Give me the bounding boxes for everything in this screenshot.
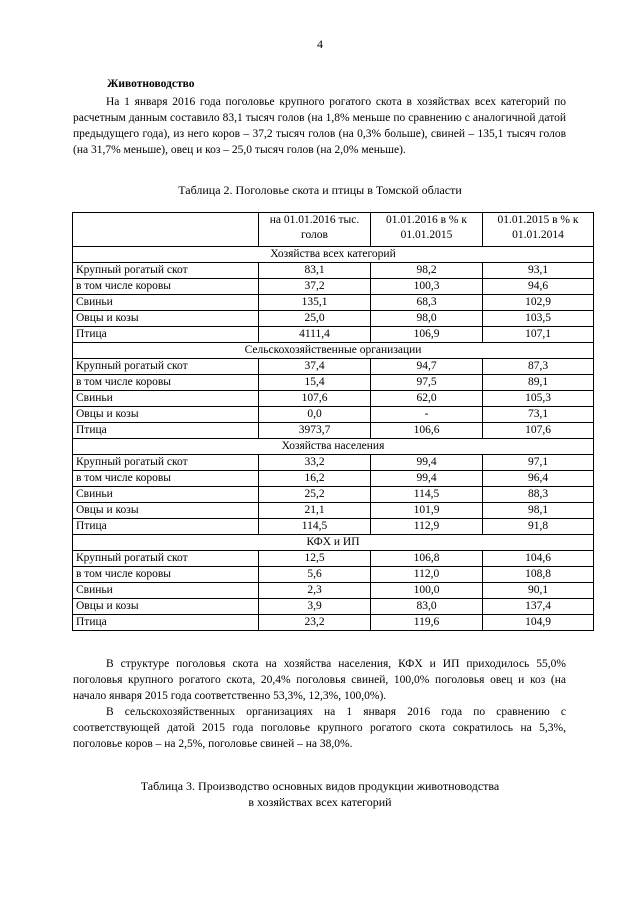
table2-caption: Таблица 2. Поголовье скота и птицы в Томской области [178,183,462,197]
value-cell: 3973,7 [259,423,371,439]
value-cell: 102,9 [483,295,594,311]
value-cell: 91,8 [483,519,594,535]
table-group-row [73,343,594,359]
value-cell: 137,4 [483,599,594,615]
table-row [73,583,594,599]
value-cell: 103,5 [483,311,594,327]
row-label: Крупный рогатый скот [73,359,259,375]
value-cell: 94,6 [483,279,594,295]
value-cell: 98,0 [371,311,483,327]
table-row [73,567,594,583]
value-cell: 12,5 [259,551,371,567]
structure-paragraph: В структуре поголовья скота на хозяйства населения, КФХ и ИП приходилось 55,0% поголовья крупного рогатого скота, 20,4% поголовья свиней, 100,0% поголовья овец и коз (на начало января 2015 года соответственно 53,3%, 12,3%, 100,0%). [73,658,566,702]
row-label: Птица [73,423,259,439]
table-row [73,423,594,439]
value-cell: 119,6 [371,615,483,631]
value-cell: 89,1 [483,375,594,391]
row-label: в том числе коровы [73,375,259,391]
value-cell: 107,6 [259,391,371,407]
group-title: Хозяйства населения [73,439,594,455]
value-cell: - [371,407,483,423]
table-row [73,551,594,567]
value-cell: 104,6 [483,551,594,567]
page-number: 4 [317,37,323,51]
value-cell: 105,3 [483,391,594,407]
value-cell: 112,0 [371,567,483,583]
value-cell: 68,3 [371,295,483,311]
row-label: в том числе коровы [73,471,259,487]
row-label: Крупный рогатый скот [73,263,259,279]
table-header-row [73,213,594,247]
table-row [73,375,594,391]
value-cell: 25,0 [259,311,371,327]
value-cell: 83,0 [371,599,483,615]
row-label: Овцы и козы [73,599,259,615]
table-row [73,407,594,423]
value-cell: 101,9 [371,503,483,519]
table3-caption [0,778,640,810]
header-cell: 01.01.2015 в % к 01.01.2014 [483,213,594,247]
row-label: Свиньи [73,391,259,407]
row-label: Птица [73,615,259,631]
table-row [73,327,594,343]
row-label: Крупный рогатый скот [73,455,259,471]
value-cell: 5,6 [259,567,371,583]
row-label: Овцы и козы [73,311,259,327]
value-cell: 106,8 [371,551,483,567]
row-label: Свиньи [73,487,259,503]
table-row [73,503,594,519]
table-row [73,359,594,375]
value-cell: 114,5 [371,487,483,503]
table-group-row [73,535,594,551]
value-cell: 100,0 [371,583,483,599]
header-cell [73,213,259,247]
value-cell: 83,1 [259,263,371,279]
group-title: Хозяйства всех категорий [73,247,594,263]
row-label: в том числе коровы [73,567,259,583]
row-label: Свиньи [73,295,259,311]
value-cell: 3,9 [259,599,371,615]
table-row [73,471,594,487]
value-cell: 37,2 [259,279,371,295]
value-cell: 106,9 [371,327,483,343]
group-title: Сельскохозяйственные организации [73,343,594,359]
value-cell: 104,9 [483,615,594,631]
table-row [73,519,594,535]
row-label: в том числе коровы [73,279,259,295]
table3-caption-line: в хозяйствах всех категорий [248,795,392,809]
section-title: Животноводство [107,78,195,90]
value-cell: 107,1 [483,327,594,343]
value-cell: 96,4 [483,471,594,487]
value-cell: 97,1 [483,455,594,471]
row-label: Свиньи [73,583,259,599]
table-row [73,599,594,615]
value-cell: 4111,4 [259,327,371,343]
value-cell: 25,2 [259,487,371,503]
value-cell: 98,1 [483,503,594,519]
value-cell: 112,9 [371,519,483,535]
value-cell: 90,1 [483,583,594,599]
row-label: Овцы и козы [73,503,259,519]
value-cell: 93,1 [483,263,594,279]
intro-paragraph: На 1 января 2016 года поголовье крупного рогатого скота в хозяйствах всех категорий по расчетным данным составило 83,1 тысяч голов (на 1,8% меньше по сравнению с аналогичной датой предыдущего года), из него коров – 37,2 тысяч голов (на 0,3% больше), свиней – 135,1 тысяч голов (на 31,7% меньше), овец и коз – 25,0 тысяч голов (на 2,0% меньше). [73,96,566,156]
livestock-table [72,212,594,631]
table-row [73,487,594,503]
value-cell: 114,5 [259,519,371,535]
group-title: КФХ и ИП [73,535,594,551]
value-cell: 37,4 [259,359,371,375]
value-cell: 62,0 [371,391,483,407]
table-row [73,295,594,311]
value-cell: 87,3 [483,359,594,375]
table3-caption-line: Таблица 3. Производство основных видов продукции животноводства [140,779,500,793]
table-row [73,615,594,631]
row-label: Крупный рогатый скот [73,551,259,567]
table-group-row [73,247,594,263]
value-cell: 97,5 [371,375,483,391]
value-cell: 107,6 [483,423,594,439]
value-cell: 88,3 [483,487,594,503]
value-cell: 2,3 [259,583,371,599]
value-cell: 0,0 [259,407,371,423]
header-cell: на 01.01.2016 тыс. голов [259,213,371,247]
value-cell: 16,2 [259,471,371,487]
value-cell: 33,2 [259,455,371,471]
value-cell: 106,6 [371,423,483,439]
value-cell: 21,1 [259,503,371,519]
value-cell: 23,2 [259,615,371,631]
value-cell: 100,3 [371,279,483,295]
value-cell: 15,4 [259,375,371,391]
row-label: Птица [73,519,259,535]
table-row [73,311,594,327]
table-row [73,455,594,471]
table-row [73,263,594,279]
value-cell: 98,2 [371,263,483,279]
value-cell: 99,4 [371,455,483,471]
agri-orgs-paragraph: В сельскохозяйственных организациях на 1 января 2016 года по сравнению с соответствующей датой 2015 года поголовье крупного рогатого скота сократилось на 5,3%, поголовье коров – на 2,5%, поголовье свиней – на 38,0%. [73,706,566,750]
value-cell: 94,7 [371,359,483,375]
value-cell: 73,1 [483,407,594,423]
table-row [73,391,594,407]
header-cell: 01.01.2016 в % к 01.01.2015 [371,213,483,247]
value-cell: 99,4 [371,471,483,487]
table-row [73,279,594,295]
value-cell: 108,8 [483,567,594,583]
row-label: Овцы и козы [73,407,259,423]
value-cell: 135,1 [259,295,371,311]
table-group-row [73,439,594,455]
row-label: Птица [73,327,259,343]
